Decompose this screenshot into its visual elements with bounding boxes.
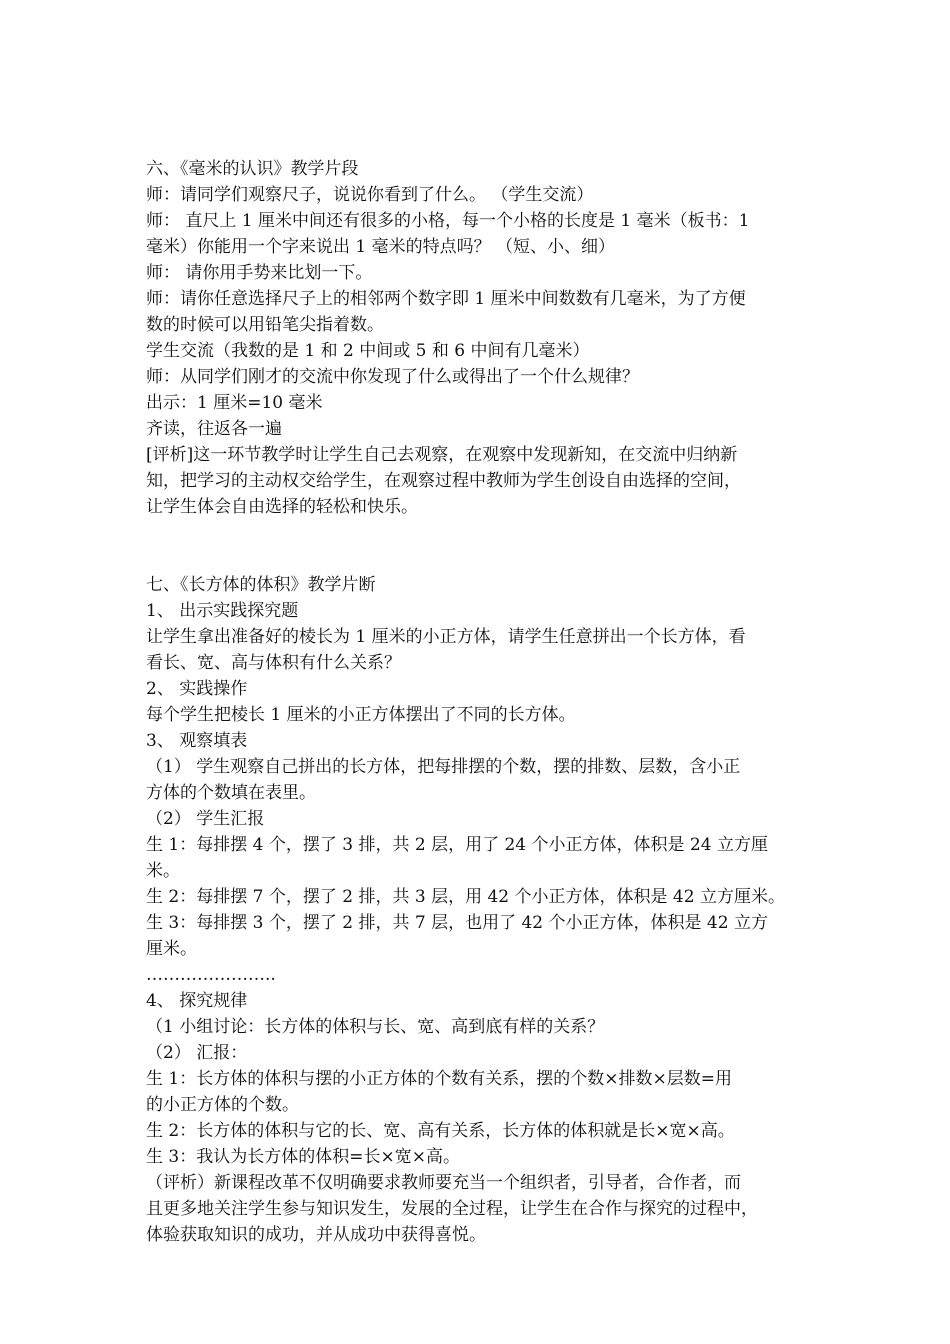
section-spacer (146, 520, 812, 572)
paragraph-line: 师：从同学们刚才的交流中你发现了什么或得出了一个什么规律？ (146, 367, 639, 387)
paragraph-line: 生 2：每排摆 7 个，摆了 2 排，共 3 层，用 42 个小正方体，体积是 42 立方厘米。 (146, 887, 785, 907)
section-title: 六、《毫米的认识》教学片段 (146, 159, 359, 179)
paragraph-line: （1） 学生观察自己拼出的长方体，把每排摆的个数，摆的排数、层数，含小正 (146, 757, 741, 777)
paragraph-line: （2） 学生汇报 (146, 809, 265, 829)
paragraph-line: 师：请你任意选择尺子上的相邻两个数字即 1 厘米中间数数有几毫米，为了方便 (146, 289, 746, 309)
section-cuboid-volume (146, 572, 812, 1248)
paragraph-line: 齐读，往返各一遍 (146, 419, 282, 439)
paragraph-line: 方体的个数填在表里。 (146, 783, 316, 803)
commentary-line: 让学生体会自由选择的轻松和快乐。 (146, 497, 418, 517)
section-millimeter (146, 156, 812, 520)
paragraph-line: 生 1：长方体的体积与摆的小正方体的个数有关系，摆的个数×排数×层数=用 (146, 1069, 732, 1089)
paragraph-line: 数的时候可以用铅笔尖指着数。 (146, 315, 384, 335)
commentary-line: 知，把学习的主动权交给学生，在观察过程中教师为学生创设自由选择的空间， (146, 471, 741, 491)
commentary-line: （评析）新课程改革不仅明确要求教师要充当一个组织者，引导者，合作者，而 (146, 1173, 741, 1193)
paragraph-line: 看长、宽、高与体积有什么关系？ (146, 653, 401, 673)
commentary-line: [评析]这一环节教学时让学生自己去观察，在观察中发现新知，在交流中归纳新 (146, 445, 738, 465)
paragraph-line: 厘米。 (146, 939, 197, 959)
paragraph-line: 学生交流（我数的是 1 和 2 中间或 5 和 6 中间有几毫米） (146, 341, 590, 361)
paragraph-line: 生 3：每排摆 3 个，摆了 2 排，共 7 层，也用了 42 个小正方体，体积是 42 立方 (146, 913, 768, 933)
commentary-line: 体验获取知识的成功，并从成功中获得喜悦。 (146, 1225, 486, 1245)
paragraph-line: 出示：1 厘米=10 毫米 (146, 393, 323, 413)
step-heading: 4、 探究规律 (146, 991, 248, 1011)
paragraph-line: 生 2：长方体的体积与它的长、宽、高有关系，长方体的体积就是长×宽×高。 (146, 1121, 735, 1141)
step-heading: 1、 出示实践探究题 (146, 601, 299, 621)
ellipsis-line: ………………….. (146, 965, 276, 985)
paragraph-line: 师：请同学们观察尺子，说说你看到了什么。 （学生交流） (146, 185, 594, 205)
paragraph-line: 师： 直尺上 1 厘米中间还有很多的小格，每一个小格的长度是 1 毫米（板书：1 (146, 211, 750, 231)
paragraph-line: 毫米）你能用一个字来说出 1 毫米的特点吗？ （短、小、细） (146, 237, 616, 257)
paragraph-line: 生 1：每排摆 4 个，摆了 3 排，共 2 层，用了 24 个小正方体，体积是 24 立方厘 (146, 835, 768, 855)
paragraph-line: 米。 (146, 861, 180, 881)
commentary-line: 且更多地关注学生参与知识发生，发展的全过程，让学生在合作与探究的过程中， (146, 1199, 758, 1219)
paragraph-line: （1 小组讨论：长方体的体积与长、宽、高到底有样的关系？ (146, 1017, 605, 1037)
paragraph-line: 让学生拿出准备好的棱长为 1 厘米的小正方体，请学生任意拼出一个长方体，看 (146, 627, 746, 647)
section-title: 七、《长方体的体积》教学片断 (146, 575, 376, 595)
paragraph-line: 每个学生把棱长 1 厘米的小正方体摆出了不同的长方体。 (146, 705, 576, 725)
paragraph-line: 生 3：我认为长方体的体积=长×宽×高。 (146, 1147, 460, 1167)
paragraph-line: 的小正方体的个数。 (146, 1095, 299, 1115)
paragraph-line: （2） 汇报： (146, 1043, 248, 1063)
step-heading: 2、 实践操作 (146, 679, 248, 699)
document-body (146, 156, 812, 1248)
paragraph-line: 师： 请你用手势来比划一下。 (146, 263, 373, 283)
step-heading: 3、 观察填表 (146, 731, 248, 751)
